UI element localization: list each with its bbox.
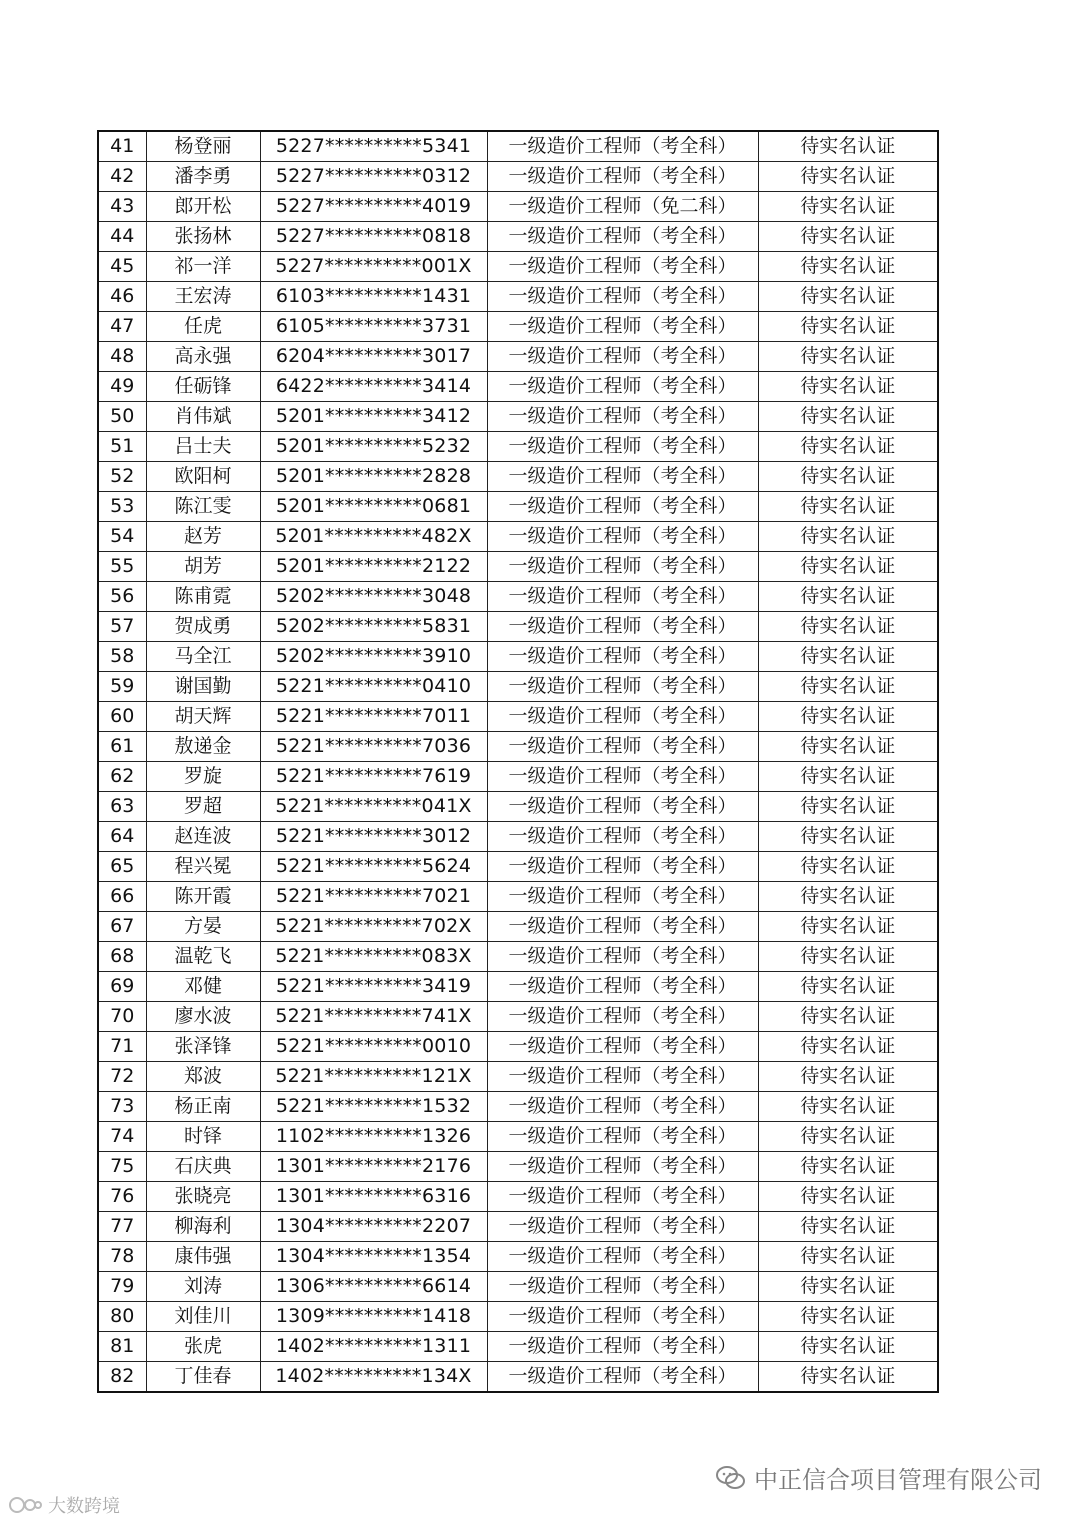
cell-status: 待实名认证 (758, 732, 938, 762)
cell-number: 60 (98, 702, 146, 732)
cell-name: 丁佳春 (146, 1362, 260, 1393)
table-row (98, 852, 938, 882)
cell-status: 待实名认证 (758, 912, 938, 942)
cell-number: 45 (98, 252, 146, 282)
cell-number: 75 (98, 1152, 146, 1182)
cell-status: 待实名认证 (758, 1272, 938, 1302)
cell-name: 张扬林 (146, 222, 260, 252)
table-row (98, 1182, 938, 1212)
cell-number: 58 (98, 642, 146, 672)
cell-id-number: 5227**********0312 (260, 162, 487, 192)
cell-exam-type: 一级造价工程师（考全科） (487, 282, 758, 312)
cell-number: 52 (98, 462, 146, 492)
cell-name: 郑波 (146, 1062, 260, 1092)
watermark-text: 中正信合项目管理有限公司 (754, 1466, 1042, 1494)
cell-status: 待实名认证 (758, 702, 938, 732)
cell-id-number: 1304**********2207 (260, 1212, 487, 1242)
cell-name: 柳海利 (146, 1212, 260, 1242)
cell-exam-type: 一级造价工程师（考全科） (487, 252, 758, 282)
cell-status: 待实名认证 (758, 672, 938, 702)
cell-status: 待实名认证 (758, 1032, 938, 1062)
cell-exam-type: 一级造价工程师（考全科） (487, 1302, 758, 1332)
table-row (98, 1272, 938, 1302)
cell-name: 陈甫霓 (146, 582, 260, 612)
cell-exam-type: 一级造价工程师（考全科） (487, 222, 758, 252)
table-row (98, 882, 938, 912)
cell-status: 待实名认证 (758, 582, 938, 612)
cell-number: 69 (98, 972, 146, 1002)
table-row (98, 252, 938, 282)
cell-id-number: 1301**********2176 (260, 1152, 487, 1182)
cell-number: 70 (98, 1002, 146, 1032)
cell-status: 待实名认证 (758, 1002, 938, 1032)
cell-exam-type: 一级造价工程师（考全科） (487, 852, 758, 882)
cell-status: 待实名认证 (758, 552, 938, 582)
cell-number: 77 (98, 1212, 146, 1242)
cell-status: 待实名认证 (758, 282, 938, 312)
cell-exam-type: 一级造价工程师（考全科） (487, 882, 758, 912)
cell-number: 78 (98, 1242, 146, 1272)
cell-name: 石庆典 (146, 1152, 260, 1182)
cell-id-number: 1306**********6614 (260, 1272, 487, 1302)
cell-id-number: 5201**********0681 (260, 492, 487, 522)
cell-number: 80 (98, 1302, 146, 1332)
table-row (98, 612, 938, 642)
cell-status: 待实名认证 (758, 1182, 938, 1212)
cell-number: 54 (98, 522, 146, 552)
cell-name: 方晏 (146, 912, 260, 942)
cell-exam-type: 一级造价工程师（考全科） (487, 1032, 758, 1062)
cell-number: 57 (98, 612, 146, 642)
cell-id-number: 5201**********482X (260, 522, 487, 552)
cell-exam-type: 一级造价工程师（考全科） (487, 1092, 758, 1122)
cell-id-number: 5221**********0410 (260, 672, 487, 702)
cell-exam-type: 一级造价工程师（考全科） (487, 762, 758, 792)
cell-name: 潘李勇 (146, 162, 260, 192)
cell-exam-type: 一级造价工程师（考全科） (487, 522, 758, 552)
table-row (98, 312, 938, 342)
cell-id-number: 5221**********083X (260, 942, 487, 972)
table-row (98, 732, 938, 762)
cell-id-number: 5227**********4019 (260, 192, 487, 222)
table-row (98, 642, 938, 672)
cell-exam-type: 一级造价工程师（考全科） (487, 582, 758, 612)
table-row (98, 972, 938, 1002)
cell-number: 82 (98, 1362, 146, 1393)
cell-status: 待实名认证 (758, 222, 938, 252)
cell-number: 76 (98, 1182, 146, 1212)
cell-id-number: 5221**********741X (260, 1002, 487, 1032)
cell-name: 肖伟斌 (146, 402, 260, 432)
cell-exam-type: 一级造价工程师（考全科） (487, 1212, 758, 1242)
cell-number: 42 (98, 162, 146, 192)
cell-id-number: 5221**********5624 (260, 852, 487, 882)
table-row (98, 131, 938, 162)
cell-number: 63 (98, 792, 146, 822)
cell-number: 81 (98, 1332, 146, 1362)
cell-status: 待实名认证 (758, 252, 938, 282)
cell-id-number: 1309**********1418 (260, 1302, 487, 1332)
table-body (98, 131, 938, 1392)
cell-id-number: 5202**********3910 (260, 642, 487, 672)
table-row (98, 432, 938, 462)
table-row (98, 1152, 938, 1182)
table-row (98, 1332, 938, 1362)
cell-exam-type: 一级造价工程师（考全科） (487, 972, 758, 1002)
table-row (98, 822, 938, 852)
cell-exam-type: 一级造价工程师（考全科） (487, 1332, 758, 1362)
table-row (98, 162, 938, 192)
cell-number: 64 (98, 822, 146, 852)
cell-exam-type: 一级造价工程师（考全科） (487, 822, 758, 852)
cell-id-number: 1402**********134X (260, 1362, 487, 1393)
cell-exam-type: 一级造价工程师（考全科） (487, 162, 758, 192)
table-row (98, 522, 938, 552)
cell-name: 程兴冕 (146, 852, 260, 882)
cell-number: 48 (98, 342, 146, 372)
table-row (98, 942, 938, 972)
cell-number: 65 (98, 852, 146, 882)
cell-exam-type: 一级造价工程师（考全科） (487, 492, 758, 522)
cell-number: 47 (98, 312, 146, 342)
cell-status: 待实名认证 (758, 822, 938, 852)
cell-status: 待实名认证 (758, 1302, 938, 1332)
cell-status: 待实名认证 (758, 882, 938, 912)
cell-number: 50 (98, 402, 146, 432)
cell-name: 赵连波 (146, 822, 260, 852)
table-row (98, 672, 938, 702)
cell-status: 待实名认证 (758, 1062, 938, 1092)
cell-id-number: 1304**********1354 (260, 1242, 487, 1272)
cell-name: 赵芳 (146, 522, 260, 552)
cell-status: 待实名认证 (758, 432, 938, 462)
table-row (98, 792, 938, 822)
cell-exam-type: 一级造价工程师（考全科） (487, 1182, 758, 1212)
cell-exam-type: 一级造价工程师（考全科） (487, 1242, 758, 1272)
cell-id-number: 5202**********3048 (260, 582, 487, 612)
table-row (98, 582, 938, 612)
cell-id-number: 5221**********3419 (260, 972, 487, 1002)
cell-status: 待实名认证 (758, 942, 938, 972)
cell-status: 待实名认证 (758, 522, 938, 552)
footer-text: 大数跨境 (48, 1496, 120, 1517)
cell-status: 待实名认证 (758, 312, 938, 342)
cell-status: 待实名认证 (758, 1152, 938, 1182)
cell-exam-type: 一级造价工程师（考全科） (487, 1362, 758, 1393)
cell-status: 待实名认证 (758, 1122, 938, 1152)
cell-exam-type: 一级造价工程师（考全科） (487, 1062, 758, 1092)
table-row (98, 1032, 938, 1062)
cell-number: 43 (98, 192, 146, 222)
cell-name: 张晓亮 (146, 1182, 260, 1212)
cell-number: 62 (98, 762, 146, 792)
candidate-table (97, 130, 939, 1393)
cell-status: 待实名认证 (758, 1362, 938, 1393)
cell-exam-type: 一级造价工程师（考全科） (487, 672, 758, 702)
table-row (98, 1362, 938, 1393)
logo-icon (8, 1494, 42, 1516)
cell-exam-type: 一级造价工程师（考全科） (487, 1002, 758, 1032)
cell-number: 41 (98, 131, 146, 162)
cell-id-number: 5201**********2122 (260, 552, 487, 582)
cell-name: 陈江雯 (146, 492, 260, 522)
cell-id-number: 6105**********3731 (260, 312, 487, 342)
wechat-icon (716, 1465, 746, 1491)
cell-id-number: 5221**********041X (260, 792, 487, 822)
cell-id-number: 5221**********7036 (260, 732, 487, 762)
table-row (98, 402, 938, 432)
cell-status: 待实名认证 (758, 1092, 938, 1122)
cell-id-number: 5201**********3412 (260, 402, 487, 432)
cell-id-number: 6103**********1431 (260, 282, 487, 312)
cell-name: 任虎 (146, 312, 260, 342)
cell-exam-type: 一级造价工程师（考全科） (487, 372, 758, 402)
cell-status: 待实名认证 (758, 402, 938, 432)
cell-id-number: 5221**********7619 (260, 762, 487, 792)
cell-id-number: 5201**********5232 (260, 432, 487, 462)
cell-number: 56 (98, 582, 146, 612)
table-row (98, 912, 938, 942)
cell-number: 53 (98, 492, 146, 522)
cell-number: 68 (98, 942, 146, 972)
cell-name: 郎开松 (146, 192, 260, 222)
table-row (98, 282, 938, 312)
table-row (98, 192, 938, 222)
cell-number: 71 (98, 1032, 146, 1062)
cell-number: 59 (98, 672, 146, 702)
cell-name: 杨正南 (146, 1092, 260, 1122)
cell-id-number: 1402**********1311 (260, 1332, 487, 1362)
table-row (98, 342, 938, 372)
cell-id-number: 5227**********001X (260, 252, 487, 282)
table-row (98, 1302, 938, 1332)
cell-name: 高永强 (146, 342, 260, 372)
cell-id-number: 1301**********6316 (260, 1182, 487, 1212)
cell-status: 待实名认证 (758, 131, 938, 162)
footer-watermark (8, 1492, 120, 1518)
cell-exam-type: 一级造价工程师（考全科） (487, 462, 758, 492)
cell-number: 72 (98, 1062, 146, 1092)
cell-name: 刘涛 (146, 1272, 260, 1302)
cell-number: 79 (98, 1272, 146, 1302)
cell-id-number: 5221**********1532 (260, 1092, 487, 1122)
table-row (98, 1002, 938, 1032)
cell-exam-type: 一级造价工程师（考全科） (487, 732, 758, 762)
cell-exam-type: 一级造价工程师（考全科） (487, 702, 758, 732)
cell-name: 欧阳柯 (146, 462, 260, 492)
cell-exam-type: 一级造价工程师（考全科） (487, 432, 758, 462)
cell-status: 待实名认证 (758, 192, 938, 222)
cell-name: 邓健 (146, 972, 260, 1002)
cell-id-number: 5221**********3012 (260, 822, 487, 852)
cell-exam-type: 一级造价工程师（考全科） (487, 612, 758, 642)
cell-name: 祁一洋 (146, 252, 260, 282)
cell-number: 73 (98, 1092, 146, 1122)
cell-name: 吕士夫 (146, 432, 260, 462)
table-row (98, 702, 938, 732)
cell-exam-type: 一级造价工程师（考全科） (487, 131, 758, 162)
cell-exam-type: 一级造价工程师（考全科） (487, 312, 758, 342)
table-row (98, 1062, 938, 1092)
cell-exam-type: 一级造价工程师（考全科） (487, 1122, 758, 1152)
cell-name: 任砺锋 (146, 372, 260, 402)
table-row (98, 1092, 938, 1122)
cell-id-number: 5221**********0010 (260, 1032, 487, 1062)
cell-id-number: 6422**********3414 (260, 372, 487, 402)
table-row (98, 1122, 938, 1152)
cell-exam-type: 一级造价工程师（考全科） (487, 402, 758, 432)
cell-status: 待实名认证 (758, 792, 938, 822)
table-row (98, 1242, 938, 1272)
cell-id-number: 5201**********2828 (260, 462, 487, 492)
account-watermark (716, 1460, 1042, 1495)
cell-name: 谢国勤 (146, 672, 260, 702)
cell-status: 待实名认证 (758, 492, 938, 522)
cell-number: 49 (98, 372, 146, 402)
cell-name: 张泽锋 (146, 1032, 260, 1062)
table-row (98, 222, 938, 252)
cell-status: 待实名认证 (758, 462, 938, 492)
cell-name: 康伟强 (146, 1242, 260, 1272)
table-row (98, 552, 938, 582)
cell-number: 55 (98, 552, 146, 582)
cell-status: 待实名认证 (758, 762, 938, 792)
cell-id-number: 6204**********3017 (260, 342, 487, 372)
cell-number: 46 (98, 282, 146, 312)
cell-exam-type: 一级造价工程师（考全科） (487, 1272, 758, 1302)
cell-exam-type: 一级造价工程师（考全科） (487, 1152, 758, 1182)
cell-exam-type: 一级造价工程师（考全科） (487, 792, 758, 822)
cell-number: 61 (98, 732, 146, 762)
cell-status: 待实名认证 (758, 372, 938, 402)
cell-status: 待实名认证 (758, 162, 938, 192)
cell-name: 陈开霞 (146, 882, 260, 912)
cell-exam-type: 一级造价工程师（考全科） (487, 942, 758, 972)
cell-number: 67 (98, 912, 146, 942)
cell-name: 时铎 (146, 1122, 260, 1152)
cell-name: 罗旋 (146, 762, 260, 792)
cell-name: 杨登丽 (146, 131, 260, 162)
cell-name: 胡天辉 (146, 702, 260, 732)
cell-name: 刘佳川 (146, 1302, 260, 1332)
cell-name: 胡芳 (146, 552, 260, 582)
cell-name: 张虎 (146, 1332, 260, 1362)
cell-id-number: 5221**********121X (260, 1062, 487, 1092)
cell-number: 51 (98, 432, 146, 462)
table-row (98, 492, 938, 522)
cell-status: 待实名认证 (758, 342, 938, 372)
table-row (98, 372, 938, 402)
cell-number: 44 (98, 222, 146, 252)
cell-exam-type: 一级造价工程师（考全科） (487, 552, 758, 582)
cell-name: 贺成勇 (146, 612, 260, 642)
cell-name: 王宏涛 (146, 282, 260, 312)
cell-number: 66 (98, 882, 146, 912)
cell-name: 马全江 (146, 642, 260, 672)
cell-number: 74 (98, 1122, 146, 1152)
cell-status: 待实名认证 (758, 1332, 938, 1362)
cell-exam-type: 一级造价工程师（考全科） (487, 912, 758, 942)
cell-id-number: 5221**********702X (260, 912, 487, 942)
cell-id-number: 1102**********1326 (260, 1122, 487, 1152)
cell-exam-type: 一级造价工程师（考全科） (487, 342, 758, 372)
table-row (98, 462, 938, 492)
cell-status: 待实名认证 (758, 642, 938, 672)
cell-id-number: 5227**********0818 (260, 222, 487, 252)
cell-status: 待实名认证 (758, 1242, 938, 1272)
cell-status: 待实名认证 (758, 972, 938, 1002)
cell-name: 廖水波 (146, 1002, 260, 1032)
cell-id-number: 5202**********5831 (260, 612, 487, 642)
cell-status: 待实名认证 (758, 852, 938, 882)
table-row (98, 1212, 938, 1242)
cell-id-number: 5221**********7021 (260, 882, 487, 912)
cell-name: 温乾飞 (146, 942, 260, 972)
cell-name: 敖递金 (146, 732, 260, 762)
cell-exam-type: 一级造价工程师（免二科） (487, 192, 758, 222)
cell-id-number: 5221**********7011 (260, 702, 487, 732)
cell-status: 待实名认证 (758, 612, 938, 642)
cell-exam-type: 一级造价工程师（考全科） (487, 642, 758, 672)
table-row (98, 762, 938, 792)
cell-status: 待实名认证 (758, 1212, 938, 1242)
cell-id-number: 5227**********5341 (260, 131, 487, 162)
cell-name: 罗超 (146, 792, 260, 822)
